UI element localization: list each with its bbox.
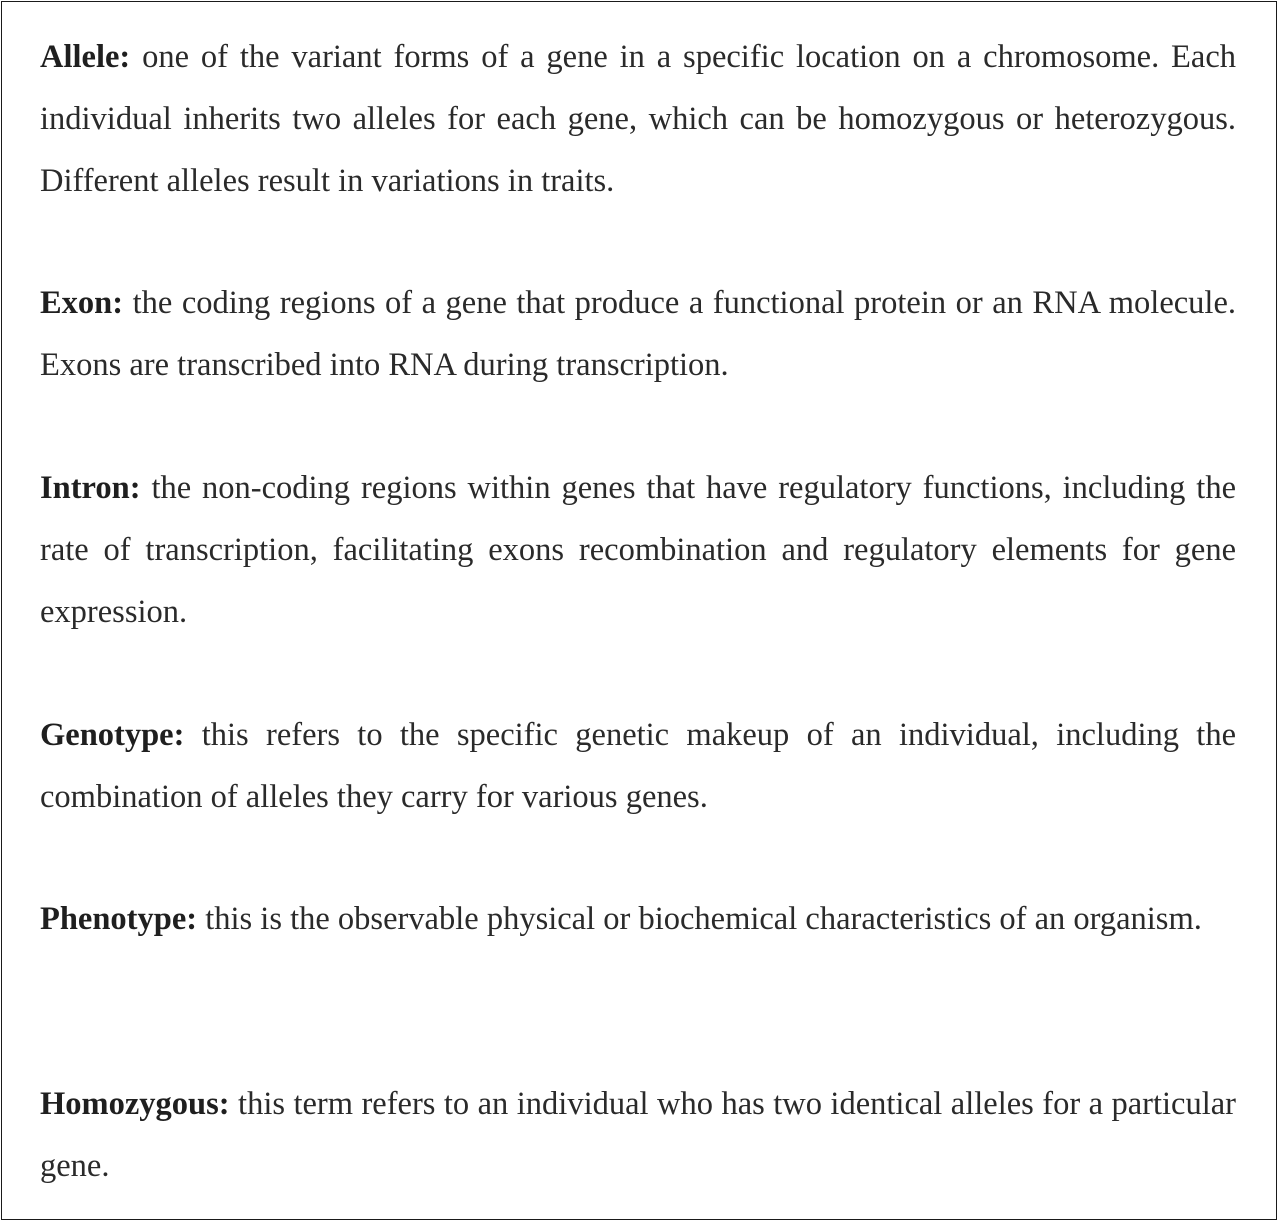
- glossary-entry-intron: [40, 457, 1236, 643]
- glossary-definition: the coding regions of a gene that produce a functional protein or an RNA molecule. Exons are transcribed into RNA during transcription.: [40, 285, 1237, 383]
- glossary-entry-allele: [40, 26, 1236, 212]
- glossary-term: Intron:: [40, 470, 141, 506]
- glossary-entry-phenotype: [40, 888, 1236, 950]
- glossary-definition: this term refers to an individual who has two identical alleles for a particular gene.: [40, 1086, 1237, 1184]
- glossary-definition: this is the observable physical or biochemical characteristics of an organism.: [205, 901, 1202, 937]
- glossary-definition: one of the variant forms of a gene in a specific location on a chromosome. Each individual inherits two alleles for each gene, which can be homozygous or heterozygous. Different alleles result in variations in traits.: [40, 39, 1237, 199]
- glossary-term: Phenotype:: [40, 901, 198, 937]
- glossary-term: Exon:: [40, 285, 124, 321]
- glossary-entry-genotype: [40, 704, 1236, 828]
- glossary-definition: the non-coding regions within genes that have regulatory functions, including the rate of transcription, facilitating exons recombination and regulatory elements for gene expression.: [40, 470, 1237, 630]
- glossary-term: Allele:: [40, 39, 131, 75]
- glossary-entry-exon: [40, 272, 1236, 396]
- glossary-definition: this refers to the specific genetic makeup of an individual, including the combination of alleles they carry for various genes.: [40, 717, 1236, 815]
- glossary-term: Homozygous:: [40, 1086, 230, 1122]
- glossary-entry-homozygous: [40, 1073, 1236, 1197]
- glossary-term: Genotype:: [40, 717, 185, 753]
- glossary-box: [1, 1, 1277, 1220]
